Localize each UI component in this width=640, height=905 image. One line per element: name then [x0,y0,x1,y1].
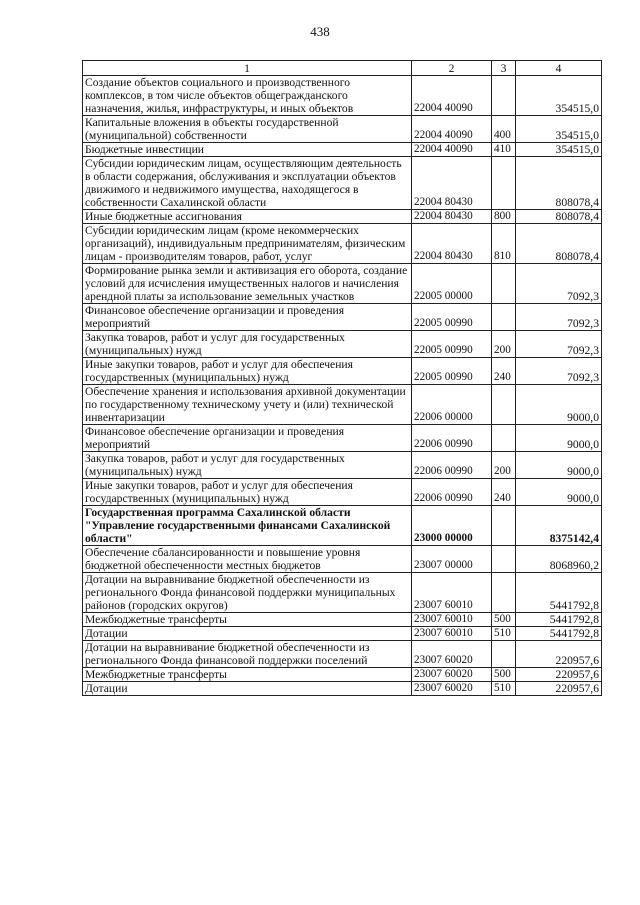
row-name-cell: Обеспечение хранения и использования архивной документации по государственному техническому учету и (или) технической инвентаризации [83,385,412,425]
table-row [83,546,602,573]
row-amount-cell: 354515,0 [516,143,602,157]
row-name-cell: Формирование рынка земли и активизация его оборота, создание условий для исчисления имущественных налогов и начисления арендной платы за использование земельных участков [83,264,412,304]
table-row [83,506,602,546]
row-amount-cell: 220957,6 [516,641,602,668]
row-code-cell: 22004 80430 [412,224,492,264]
row-type-cell [492,573,516,613]
row-code-cell: 22005 00990 [412,358,492,385]
row-type-cell [492,641,516,668]
table-row [83,452,602,479]
header-col-2: 2 [412,61,492,76]
row-code-cell: 22005 00990 [412,304,492,331]
row-amount-cell: 7092,3 [516,304,602,331]
row-amount-cell: 5441792,8 [516,613,602,627]
row-code-cell: 22004 40090 [412,76,492,116]
table-row [83,613,602,627]
row-amount-cell: 9000,0 [516,452,602,479]
row-code-cell: 22006 00990 [412,479,492,506]
table-header-row [83,61,602,76]
table-row [83,264,602,304]
row-code-cell: 22004 80430 [412,210,492,224]
row-amount-cell: 220957,6 [516,668,602,682]
table-row [83,210,602,224]
table-row [83,641,602,668]
row-name-cell: Капитальные вложения в объекты государственной (муниципальной) собственности [83,116,412,143]
table-row [83,358,602,385]
row-name-cell: Закупка товаров, работ и услуг для государственных (муниципальных) нужд [83,331,412,358]
row-code-cell: 22004 80430 [412,157,492,210]
row-amount-cell: 9000,0 [516,385,602,425]
row-code-cell: 23007 60010 [412,573,492,613]
table-row [83,479,602,506]
row-type-cell: 500 [492,613,516,627]
table-row [83,385,602,425]
row-name-cell: Межбюджетные трансферты [83,668,412,682]
row-code-cell: 22004 40090 [412,143,492,157]
row-type-cell: 240 [492,479,516,506]
row-amount-cell: 7092,3 [516,264,602,304]
header-col-1: 1 [83,61,412,76]
row-type-cell [492,425,516,452]
row-type-cell: 800 [492,210,516,224]
row-name-cell: Государственная программа Сахалинской области "Управление государственными финансами Сахалинской области" [83,506,412,546]
row-type-cell [492,264,516,304]
row-name-cell: Бюджетные инвестиции [83,143,412,157]
row-type-cell: 400 [492,116,516,143]
table-row [83,573,602,613]
row-amount-cell: 354515,0 [516,116,602,143]
row-code-cell: 23007 00000 [412,546,492,573]
budget-table [82,60,602,696]
page-number: 438 [310,24,330,39]
table-row [83,331,602,358]
row-amount-cell: 8375142,4 [516,506,602,546]
row-name-cell: Обеспечение сбалансированности и повышение уровня бюджетной обеспеченности местных бюджетов [83,546,412,573]
row-type-cell [492,546,516,573]
table-row [83,682,602,696]
row-name-cell: Создание объектов социального и производственного комплексов, в том числе объектов общегражданского назначения, жилья, инфраструктуры, и иных объектов [83,76,412,116]
row-code-cell: 22006 00000 [412,385,492,425]
row-code-cell: 22006 00990 [412,452,492,479]
table-row [83,76,602,116]
row-amount-cell: 220957,6 [516,682,602,696]
row-code-cell: 23007 60010 [412,627,492,641]
row-code-cell: 22005 00000 [412,264,492,304]
row-name-cell: Межбюджетные трансферты [83,613,412,627]
row-amount-cell: 9000,0 [516,479,602,506]
row-code-cell: 23007 60010 [412,613,492,627]
row-name-cell: Субсидии юридическим лицам (кроме некоммерческих организаций), индивидуальным предпринимателям, физическим лицам - производителям товаров, работ, услуг [83,224,412,264]
row-type-cell [492,157,516,210]
row-type-cell: 410 [492,143,516,157]
row-code-cell: 23007 60020 [412,641,492,668]
row-name-cell: Иные бюджетные ассигнования [83,210,412,224]
row-type-cell: 510 [492,682,516,696]
row-name-cell: Дотации на выравнивание бюджетной обеспеченности из регионального Фонда финансовой поддержки муниципальных районов (городских округов) [83,573,412,613]
row-amount-cell: 8068960,2 [516,546,602,573]
row-name-cell: Дотации на выравнивание бюджетной обеспеченности из регионального Фонда финансовой поддержки поселений [83,641,412,668]
row-amount-cell: 7092,3 [516,331,602,358]
row-type-cell [492,506,516,546]
table-row [83,157,602,210]
row-type-cell: 240 [492,358,516,385]
row-amount-cell: 808078,4 [516,210,602,224]
row-name-cell: Дотации [83,682,412,696]
row-amount-cell: 7092,3 [516,358,602,385]
row-code-cell: 23000 00000 [412,506,492,546]
header-col-3: 3 [492,61,516,76]
table-row [83,143,602,157]
row-amount-cell: 9000,0 [516,425,602,452]
table-body [83,76,602,696]
row-type-cell: 200 [492,331,516,358]
row-type-cell: 510 [492,627,516,641]
row-type-cell: 810 [492,224,516,264]
row-code-cell: 23007 60020 [412,668,492,682]
row-name-cell: Дотации [83,627,412,641]
row-type-cell: 200 [492,452,516,479]
row-amount-cell: 808078,4 [516,224,602,264]
table-row [83,304,602,331]
table-row [83,668,602,682]
row-type-cell [492,385,516,425]
table-row [83,425,602,452]
row-amount-cell: 5441792,8 [516,627,602,641]
table-row [83,627,602,641]
row-name-cell: Финансовое обеспечение организации и проведения мероприятий [83,304,412,331]
table-row [83,116,602,143]
row-name-cell: Финансовое обеспечение организации и проведения мероприятий [83,425,412,452]
row-code-cell: 22005 00990 [412,331,492,358]
row-amount-cell: 354515,0 [516,76,602,116]
row-name-cell: Закупка товаров, работ и услуг для государственных (муниципальных) нужд [83,452,412,479]
row-type-cell: 500 [492,668,516,682]
row-amount-cell: 5441792,8 [516,573,602,613]
table-row [83,224,602,264]
row-name-cell: Иные закупки товаров, работ и услуг для обеспечения государственных (муниципальных) нужд [83,358,412,385]
row-type-cell [492,304,516,331]
row-code-cell: 22004 40090 [412,116,492,143]
row-type-cell [492,76,516,116]
row-name-cell: Субсидии юридическим лицам, осуществляющим деятельность в области содержания, обслуживания и эксплуатации объектов движимого и недвижимого имущества, находящегося в собственности Сахалинской области [83,157,412,210]
row-code-cell: 23007 60020 [412,682,492,696]
row-amount-cell: 808078,4 [516,157,602,210]
row-name-cell: Иные закупки товаров, работ и услуг для обеспечения государственных (муниципальных) нужд [83,479,412,506]
header-col-4: 4 [516,61,602,76]
row-code-cell: 22006 00990 [412,425,492,452]
